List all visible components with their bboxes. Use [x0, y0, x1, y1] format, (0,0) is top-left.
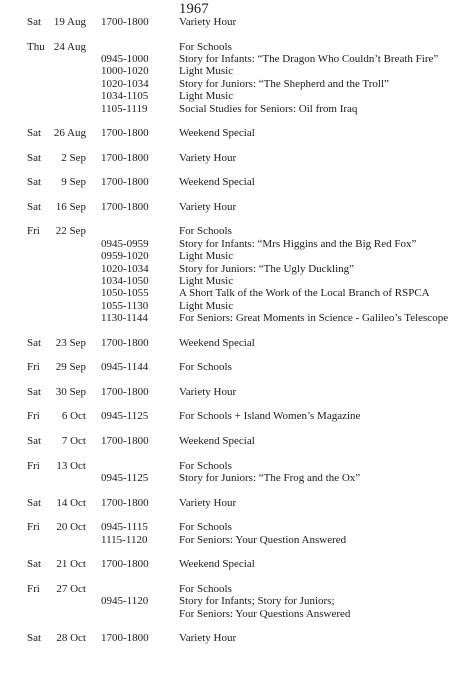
schedule-row — [0, 534, 474, 546]
programme-time: 0945-1144 — [101, 361, 149, 374]
schedule-entry — [0, 16, 474, 28]
programme-title: Story for Infants: “The Dragon Who Couldn’t Breath Fire” — [179, 52, 439, 65]
schedule-entry — [0, 435, 474, 447]
programme-title: Light Music — [179, 299, 234, 312]
schedule-entry — [0, 176, 474, 188]
entry-day: Sat — [27, 176, 42, 189]
entry-date: 19 Aug — [53, 16, 86, 28]
schedule-row — [0, 583, 474, 595]
schedule-entry — [0, 497, 474, 509]
programme-title: For Schools — [179, 225, 232, 238]
schedule-row — [0, 225, 474, 237]
schedule-entry — [0, 632, 474, 644]
entry-day: Sat — [27, 336, 42, 349]
programme-time: 1700-1800 — [101, 385, 149, 398]
schedule-row — [0, 521, 474, 533]
entry-day: Sat — [27, 435, 42, 448]
entry-date: 21 Oct — [56, 558, 86, 571]
programme-title: A Short Talk of the Work of the Local Branch of RSPCA — [179, 287, 430, 300]
entry-day: Sat — [27, 632, 42, 645]
entry-date: 14 Oct — [56, 496, 86, 509]
schedule-row — [0, 472, 474, 484]
programme-title: Weekend Special — [179, 127, 255, 140]
schedule-row — [0, 90, 474, 102]
programme-time: 1034-1105 — [101, 90, 149, 103]
schedule-row — [0, 41, 474, 53]
programme-time: 1700-1800 — [101, 496, 149, 509]
schedule-row — [0, 250, 474, 262]
programme-time: 1130-1144 — [101, 312, 148, 325]
programme-title: Story for Juniors: “The Shepherd and the Troll” — [179, 77, 389, 90]
programme-time: 1055-1130 — [101, 299, 149, 312]
schedule-row — [0, 497, 474, 509]
programme-time: 1700-1800 — [101, 558, 149, 571]
programme-title: Light Music — [179, 250, 234, 263]
schedule-row — [0, 65, 474, 77]
programme-time: 1700-1800 — [101, 176, 149, 189]
programme-time: 1700-1800 — [101, 435, 149, 448]
schedule-entry — [0, 152, 474, 164]
entry-date: 26 Aug — [53, 127, 86, 140]
programme-title: For Schools — [179, 40, 232, 53]
programme-title: For Schools — [179, 361, 232, 374]
schedule-row — [0, 152, 474, 164]
schedule-entry — [0, 521, 474, 546]
entry-day: Fri — [27, 410, 40, 423]
programme-title: Light Music — [179, 90, 234, 103]
entry-date: 22 Sep — [55, 225, 86, 238]
entry-date: 2 Sep — [61, 151, 86, 164]
programme-time: 0945-1120 — [101, 595, 149, 608]
entry-date: 23 Sep — [55, 336, 86, 349]
entry-date: 9 Sep — [61, 176, 86, 189]
schedule-row — [0, 263, 474, 275]
entry-day: Sat — [27, 385, 42, 398]
schedule-entry — [0, 361, 474, 373]
entry-date: 30 Sep — [55, 385, 86, 398]
schedule-row — [0, 238, 474, 250]
schedule-entry — [0, 460, 474, 485]
schedule-row — [0, 201, 474, 213]
schedule-entry — [0, 583, 474, 620]
schedule-row — [0, 361, 474, 373]
entry-day: Fri — [27, 361, 40, 374]
entry-date: 7 Oct — [61, 435, 86, 448]
programme-time: 1050-1055 — [101, 287, 149, 300]
entry-date: 16 Sep — [55, 200, 86, 213]
programme-time: 1700-1800 — [101, 151, 149, 164]
schedule-row — [0, 103, 474, 115]
programme-title: For Seniors: Your Questions Answered — [179, 607, 351, 620]
schedule-row — [0, 595, 474, 607]
programme-time: 1000-1020 — [101, 65, 149, 78]
schedule-row — [0, 558, 474, 570]
schedule-row — [0, 176, 474, 188]
entry-date: 29 Sep — [55, 361, 86, 374]
schedule-row — [0, 337, 474, 349]
entry-day: Fri — [27, 459, 40, 472]
schedule-entry — [0, 201, 474, 213]
entry-date: 24 Aug — [53, 40, 86, 53]
programme-title: Weekend Special — [179, 336, 255, 349]
schedule-row — [0, 78, 474, 90]
schedule-entry — [0, 410, 474, 422]
entry-day: Sat — [27, 558, 42, 571]
entry-day: Sat — [27, 496, 42, 509]
schedule-row — [0, 632, 474, 644]
schedule-entry — [0, 337, 474, 349]
entry-date: 27 Oct — [56, 582, 86, 595]
programme-time: 1115-1120 — [101, 533, 148, 546]
programme-title: Light Music — [179, 274, 234, 287]
programme-title: For Schools — [179, 521, 232, 534]
programme-title: Story for Juniors: “The Frog and the Ox” — [179, 472, 361, 485]
schedule-row — [0, 460, 474, 472]
schedule-entry — [0, 386, 474, 398]
entry-date: 28 Oct — [56, 632, 86, 645]
programme-time: 1020-1034 — [101, 77, 149, 90]
programme-time: 1700-1800 — [101, 200, 149, 213]
programme-title: Story for Infants; Story for Juniors; — [179, 595, 335, 608]
programme-time: 1034-1050 — [101, 274, 149, 287]
programme-title: Variety Hour — [179, 385, 237, 398]
programme-time: 1700-1800 — [101, 632, 149, 645]
entry-date: 20 Oct — [56, 521, 86, 534]
entry-day: Thu — [27, 40, 45, 53]
schedule-row — [0, 386, 474, 398]
schedule-row — [0, 435, 474, 447]
programme-time: 0945-1115 — [101, 521, 148, 534]
programme-title: Weekend Special — [179, 558, 255, 571]
programme-title: Variety Hour — [179, 496, 237, 509]
entry-day: Sat — [27, 16, 42, 28]
programme-title: For Schools — [179, 582, 232, 595]
programme-time: 0945-1125 — [101, 410, 149, 423]
schedule-row — [0, 312, 474, 324]
programme-title: Social Studies for Seniors: Oil from Iraq — [179, 102, 358, 115]
schedule-entry — [0, 225, 474, 324]
schedule-row — [0, 16, 474, 28]
schedule-row — [0, 287, 474, 299]
entry-day: Sat — [27, 127, 42, 140]
programme-time: 1700-1800 — [101, 127, 149, 140]
programme-time: 0945-1000 — [101, 52, 149, 65]
schedule-row — [0, 275, 474, 287]
entry-day: Sat — [27, 200, 42, 213]
schedule-entry — [0, 558, 474, 570]
programme-title: For Seniors: Great Moments in Science - Galileo’s Telescope — [179, 312, 449, 325]
programme-time: 1105-1119 — [101, 102, 148, 115]
entry-date: 6 Oct — [61, 410, 86, 423]
programme-time: 1700-1800 — [101, 336, 149, 349]
programme-time: 1020-1034 — [101, 262, 149, 275]
schedule-row — [0, 127, 474, 139]
programme-title: Variety Hour — [179, 151, 237, 164]
schedule-entry — [0, 127, 474, 139]
programme-title: For Schools — [179, 459, 232, 472]
schedule-row — [0, 608, 474, 620]
programme-title: For Schools + Island Women’s Magazine — [179, 410, 361, 423]
entry-day: Sat — [27, 151, 42, 164]
schedule-row — [0, 53, 474, 65]
programme-title: Story for Juniors: “The Ugly Duckling” — [179, 262, 355, 275]
entry-date: 13 Oct — [56, 459, 86, 472]
programme-time: 0945-1125 — [101, 472, 149, 485]
programme-title: Light Music — [179, 65, 234, 78]
programme-title: Story for Infants: “Mrs Higgins and the Big Red Fox” — [179, 237, 417, 250]
programme-title: For Seniors: Your Question Answered — [179, 533, 347, 546]
entry-day: Fri — [27, 582, 40, 595]
programme-time: 0945-0959 — [101, 237, 149, 250]
programme-time: 0959-1020 — [101, 250, 149, 263]
programme-title: Variety Hour — [179, 632, 237, 645]
schedule-row — [0, 300, 474, 312]
schedule-row — [0, 410, 474, 422]
programme-time: 1700-1800 — [101, 16, 149, 28]
programme-title: Variety Hour — [179, 200, 237, 213]
programme-title: Weekend Special — [179, 435, 255, 448]
page-year-heading: 1967 — [179, 1, 209, 17]
programme-title: Weekend Special — [179, 176, 255, 189]
broadcast-schedule — [0, 16, 474, 657]
programme-title: Variety Hour — [179, 16, 237, 28]
entry-day: Fri — [27, 521, 40, 534]
entry-day: Fri — [27, 225, 40, 238]
schedule-entry — [0, 41, 474, 115]
